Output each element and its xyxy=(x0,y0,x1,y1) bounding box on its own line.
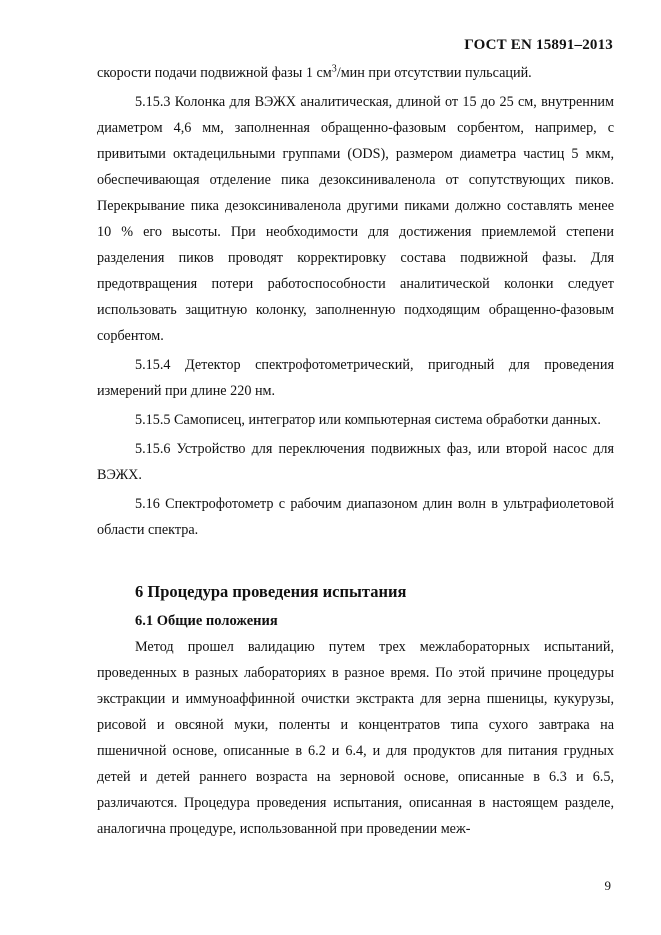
section-heading: 6 Процедура проведения испытания xyxy=(135,582,407,601)
paragraph-5-15-5: 5.15.5 Самописец, интегратор или компьютерная система обработки данных. xyxy=(135,412,601,428)
paragraph-5-15-4: 5.15.4 Детектор спектрофотометрический, пригодный для проведения измерений при длине 220 нм. xyxy=(97,357,614,399)
superscript: 3 xyxy=(331,63,337,75)
paragraph-6-1: Метод прошел валидацию путем трех межлабораторных испытаний, проведенных в разных лабораториях в разное время. По этой причине процедуры экстракции и иммуноаффинной очистки экстракта для зерна пшеницы, кукурузы, рисовой и овсяной муки, поленты и концентратов типа сухого завтрака на пшеничной основе, описанные в 6.2 и 6.4, и для продуктов для питания грудных детей и детей раннего возраста на зерновой основе, описанные в 6.3 и 6.5, различаются. Процедура проведения испытания, описанная в настоящем разделе, аналогична процедуре, использованной при проведении меж- xyxy=(97,639,614,837)
paragraph-5-16: 5.16 Спектрофотометр с рабочим диапазоном длин волн в ультрафиолетовой области спектра. xyxy=(97,496,614,538)
paragraph-5-15-6: 5.15.6 Устройство для переключения подвижных фаз, или второй насос для ВЭЖХ. xyxy=(97,441,614,483)
subsection-heading: 6.1 Общие положения xyxy=(135,613,278,629)
document-header: ГОСТ EN 15891–2013 xyxy=(464,37,613,53)
continuation-text: скорости подачи подвижной фазы 1 см xyxy=(97,65,332,81)
paragraph-continuation xyxy=(97,60,614,86)
paragraph-5-15-3: 5.15.3 Колонка для ВЭЖХ аналитическая, длиной от 15 до 25 см, внутренним диаметром 4,6 мм, заполненная обращенно-фазовым сорбентом, например, с привитыми октадецильными группами (ODS), размером диаметра частиц 5 мкм, обеспечивающая отделение пика дезоксиниваленола от сопутствующих пиков. Перекрывание пика дезоксиниваленола другими пиками должно составлять менее 10 % его высоты. При необходимости для достижения приемлемой степени разделения пиков проводят корректировку состава подвижной фазы. Для предотвращения потери работоспособности аналитической колонки следует использовать защитную колонку, заполненную подходящим обращенно-фазовым сорбентом. xyxy=(97,94,614,344)
continuation-text-end: /мин при отсутствии пульсаций. xyxy=(336,65,532,81)
document-body xyxy=(97,60,614,842)
page-number: 9 xyxy=(604,878,611,893)
